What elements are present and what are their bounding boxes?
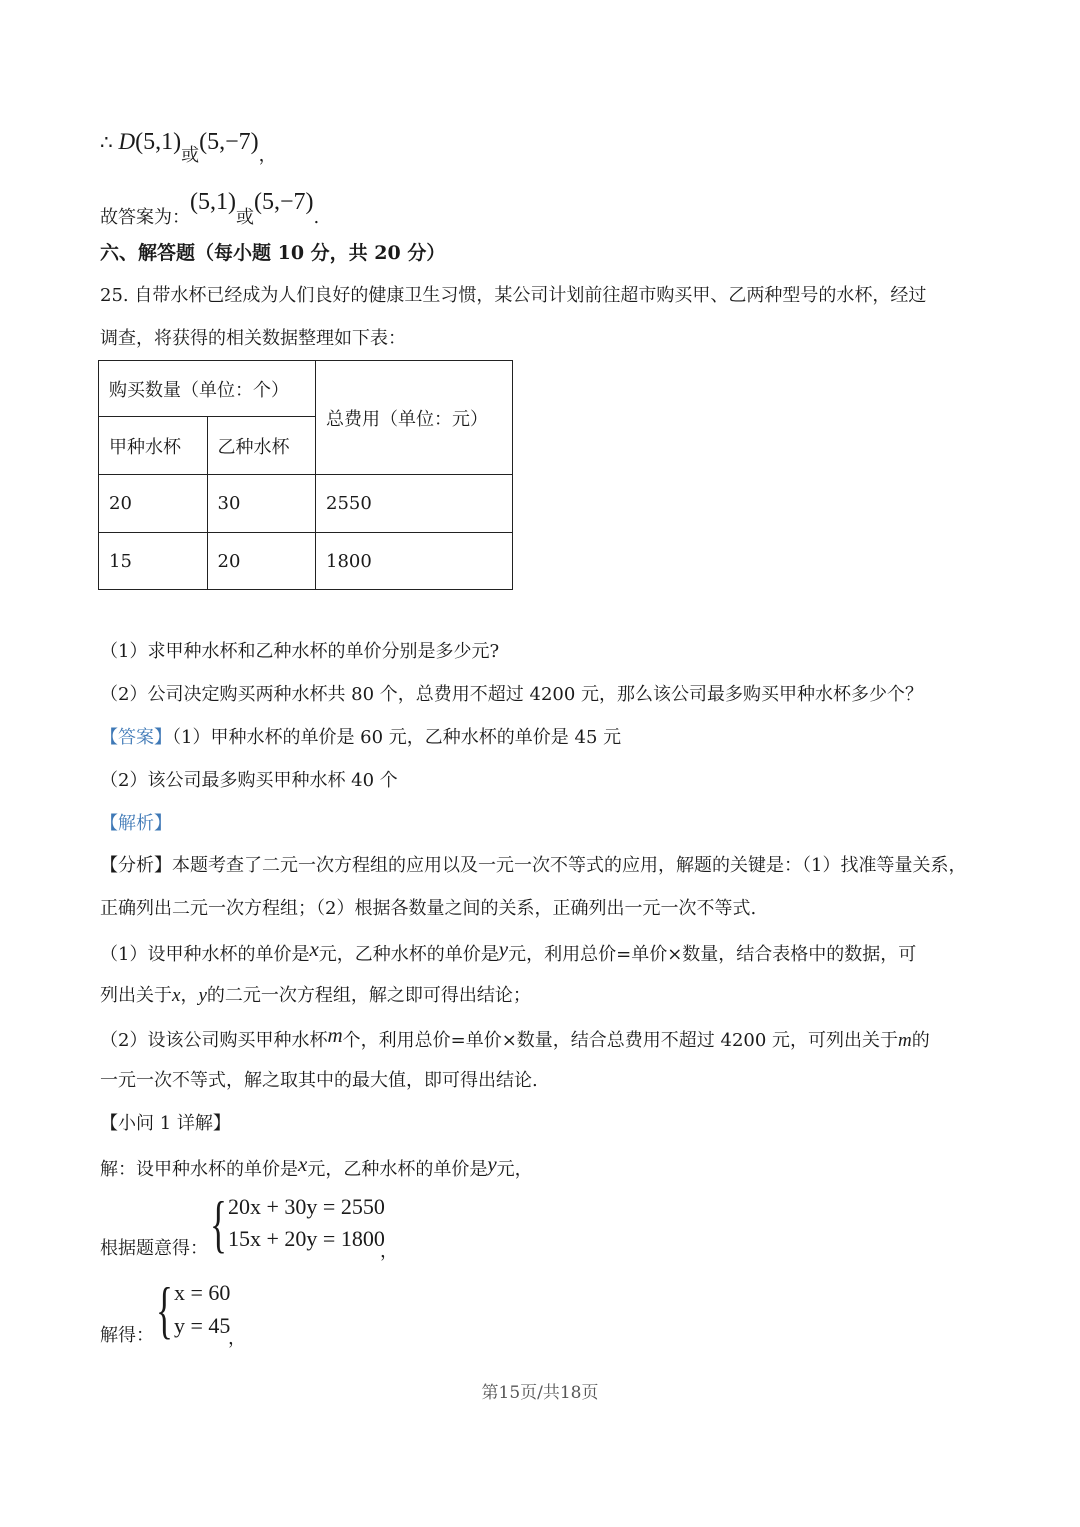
- table-cell: 2550: [316, 475, 513, 533]
- detail-tag: 【小问 1 详解】: [100, 1113, 231, 1134]
- part2-line-1: [100, 1023, 930, 1051]
- solution-y: y = 45: [174, 1313, 231, 1338]
- system-comma: ，: [380, 1241, 398, 1262]
- comma: ，: [258, 145, 277, 166]
- data-table: [98, 360, 513, 590]
- variable-y: y: [498, 937, 509, 961]
- question-1: （1）求甲种水杯和乙种水杯的单价分别是多少元?: [100, 641, 500, 662]
- variable-y: y: [487, 1152, 497, 1176]
- answer-1: （1）甲种水杯的单价是 60 元，乙种水杯的单价是 45 元: [172, 727, 622, 748]
- analysis-line-1: 【分析】本题考查了二元一次方程组的应用以及一元一次不等式的应用，解题的关键是：（1）找准等量关系，: [100, 855, 967, 876]
- answer-tag: 【答案】: [100, 727, 172, 748]
- detail-setup: [100, 1152, 533, 1180]
- table-cell: 20: [207, 533, 316, 590]
- analysis-tag: 【解析】: [100, 813, 172, 834]
- section-title: 六、解答题（每小题 10 分，共 20 分）: [100, 242, 446, 264]
- left-brace: {: [156, 1274, 173, 1345]
- answer-2: （2）该公司最多购买甲种水杯 40 个: [100, 770, 398, 791]
- variable-x: x: [309, 937, 319, 961]
- question-2: （2）公司决定购买两种水杯共 80 个，总费用不超过 4200 元，那么该公司最多购买甲种水杯多少个？: [100, 684, 924, 705]
- answer-point-2: (5,−7): [253, 189, 314, 215]
- table-cell: 1800: [316, 533, 513, 590]
- part1-text-a: （1）设甲种水杯的单价是: [100, 944, 310, 965]
- variable-y: y: [198, 985, 207, 1006]
- point-2: (5,−7): [199, 129, 259, 155]
- part1-sep: ，: [180, 985, 199, 1006]
- or-word: 或: [181, 145, 200, 166]
- part1-line-1: [100, 937, 917, 965]
- solved-label: 解得：: [100, 1325, 154, 1346]
- part1-text-c: 元，利用总价=单价×数量，结合表格中的数据，可: [508, 944, 917, 965]
- part1-line-2: [100, 986, 531, 1005]
- solution-x: x = 60: [174, 1280, 231, 1305]
- equation-2: 15x + 20y = 1800: [228, 1226, 385, 1251]
- therefore-symbol: ∴: [100, 130, 113, 154]
- header-quantity: 购买数量（单位：个）: [99, 361, 316, 417]
- equation-1: 20x + 30y = 2550: [228, 1194, 385, 1219]
- variable-m: m: [327, 1023, 343, 1047]
- left-brace: {: [210, 1188, 227, 1259]
- answer-or: 或: [235, 207, 254, 228]
- header-cup-a: 甲种水杯: [99, 417, 208, 475]
- answer-period: .: [313, 207, 320, 228]
- table-row: [99, 533, 513, 590]
- by-problem-label: 根据题意得：: [100, 1238, 208, 1259]
- solution-comma: ，: [228, 1328, 246, 1349]
- table-cell: 30: [207, 475, 316, 533]
- detail-text-a: 解：设甲种水杯的单价是: [100, 1159, 298, 1180]
- problem-line-1: 25. 自带水杯已经成为人们良好的健康卫生习惯，某公司计划前往超市购买甲、乙两种型号的水杯，经过: [100, 285, 927, 306]
- table-cell: 20: [99, 475, 208, 533]
- variable-x: x: [298, 1152, 308, 1176]
- part2-text-a: （2）设该公司购买甲种水杯: [100, 1030, 328, 1051]
- answer-prefix: 故答案为：: [100, 207, 190, 228]
- analysis-line-2: 正确列出二元一次方程组；（2）根据各数量之间的关系，正确列出一元一次不等式.: [100, 898, 757, 919]
- answer-line: [100, 189, 320, 228]
- part1-text-e: 的二元一次方程组，解之即可得出结论；: [206, 985, 531, 1006]
- part1-text-d: 列出关于: [100, 985, 172, 1006]
- part2-line-2: 一元一次不等式，解之取其中的最大值，即可得出结论.: [100, 1070, 538, 1091]
- variable-x: x: [172, 985, 181, 1006]
- part2-text-b: 个，利用总价=单价×数量，结合总费用不超过 4200 元，可列出关于: [342, 1030, 899, 1051]
- header-cup-b: 乙种水杯: [207, 417, 316, 475]
- detail-text-b: 元，乙种水杯的单价是: [307, 1159, 488, 1180]
- conclusion-line: [100, 129, 277, 166]
- problem-line-2: 调查，将获得的相关数据整理如下表：: [100, 328, 406, 349]
- table-cell: 15: [99, 533, 208, 590]
- part2-text-c: 的: [911, 1030, 930, 1051]
- detail-text-c: 元，: [496, 1159, 533, 1180]
- header-total: 总费用（单位：元）: [316, 361, 513, 475]
- variable-m: m: [898, 1030, 912, 1051]
- answer-block: [100, 729, 621, 747]
- point-name: D: [118, 129, 136, 154]
- answer-point-1: (5,1): [190, 189, 236, 215]
- part1-text-b: 元，乙种水杯的单价是: [318, 944, 499, 965]
- point-1: (5,1): [135, 129, 182, 155]
- table-row: [99, 475, 513, 533]
- page-number: 第15页/共18页: [481, 1383, 599, 1403]
